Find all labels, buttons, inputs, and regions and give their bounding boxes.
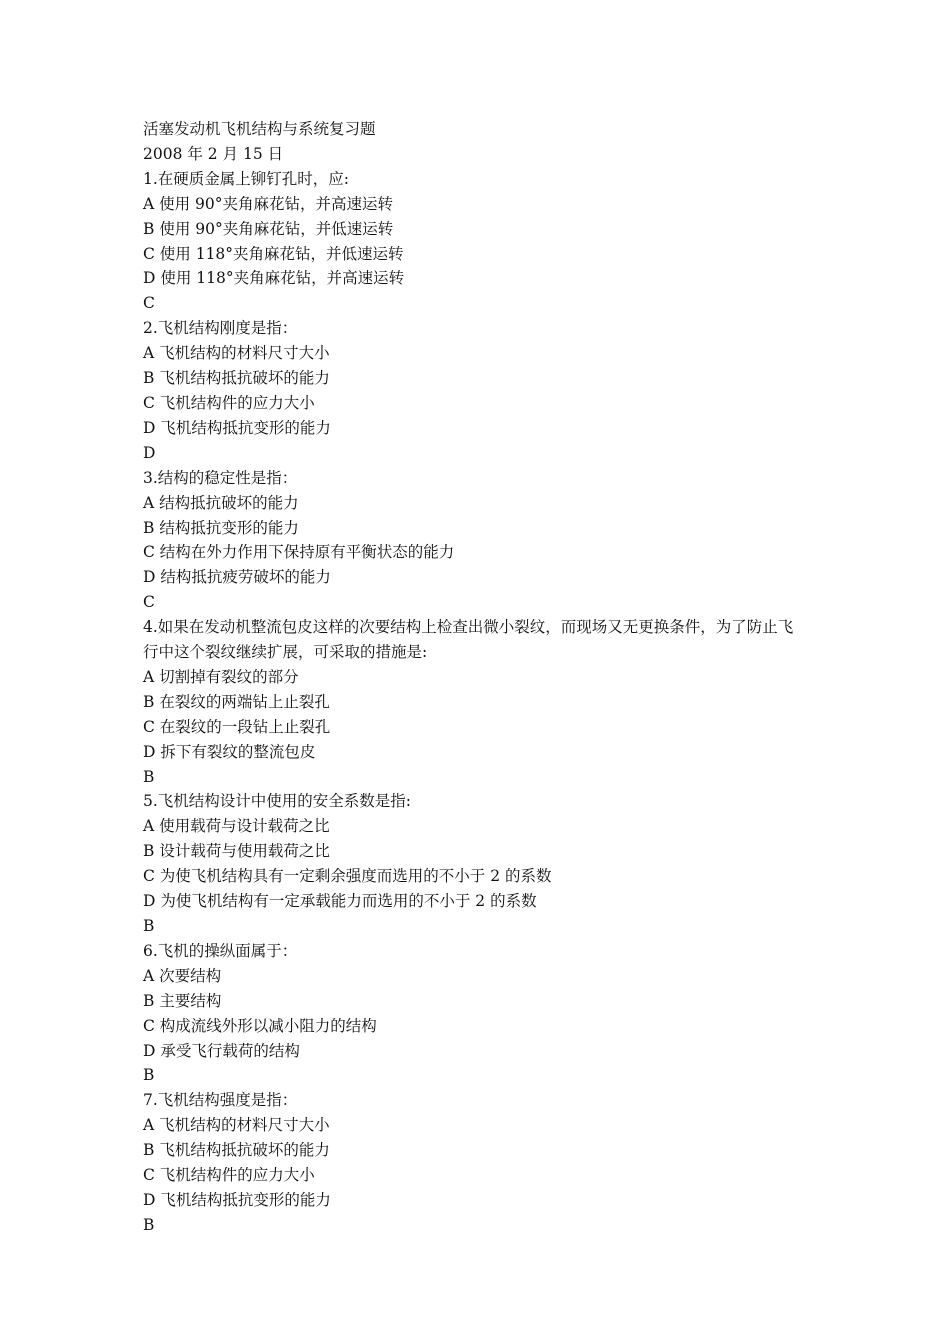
option-d: D 为使飞机结构有一定承载能力而选用的不小于 2 的系数 bbox=[143, 892, 537, 911]
option-d: D 使用 118°夹角麻花钻，并高速运转 bbox=[143, 269, 405, 288]
option-a: A 使用 90°夹角麻花钻，并高速运转 bbox=[143, 194, 394, 213]
question-text: 4.如果在发动机整流包皮这样的次要结构上检查出微小裂纹，而现场又无更换条件，为了防止飞行中这个裂纹继续扩展，可采取的措施是: bbox=[143, 618, 794, 662]
document-title: 活塞发动机飞机结构与系统复习题 bbox=[143, 120, 376, 138]
option-d: D 结构抵抗疲劳破坏的能力 bbox=[143, 568, 331, 587]
question-text: 5.飞机结构设计中使用的安全系数是指: bbox=[143, 792, 412, 811]
option-a: A 飞机结构的材料尺寸大小 bbox=[143, 1116, 330, 1135]
question-block-6 bbox=[143, 939, 808, 1088]
question-block-1 bbox=[143, 167, 808, 316]
option-c: C 为使飞机结构具有一定剩余强度而选用的不小于 2 的系数 bbox=[143, 867, 552, 886]
answer: D bbox=[143, 443, 156, 462]
option-a: A 使用载荷与设计载荷之比 bbox=[143, 817, 330, 836]
question-block-3 bbox=[143, 466, 808, 615]
option-c: C 结构在外力作用下保持原有平衡状态的能力 bbox=[143, 543, 455, 562]
option-c: C 飞机结构件的应力大小 bbox=[143, 393, 315, 412]
answer: B bbox=[143, 1066, 155, 1085]
option-b: B 结构抵抗变形的能力 bbox=[143, 518, 299, 537]
answer: B bbox=[143, 767, 155, 786]
option-b: B 在裂纹的两端钻上止裂孔 bbox=[143, 692, 330, 711]
option-b: B 飞机结构抵抗破坏的能力 bbox=[143, 1141, 330, 1160]
question-block-4 bbox=[143, 615, 808, 789]
question-text: 7.飞机结构强度是指： bbox=[143, 1091, 298, 1110]
question-text: 2.飞机结构刚度是指： bbox=[143, 319, 298, 338]
option-c: C 使用 118°夹角麻花钻，并低速运转 bbox=[143, 244, 404, 263]
option-d: D 承受飞行载荷的结构 bbox=[143, 1041, 300, 1060]
option-a: A 飞机结构的材料尺寸大小 bbox=[143, 344, 330, 363]
question-text: 1.在硬质金属上铆钉孔时，应: bbox=[143, 169, 350, 188]
answer: C bbox=[143, 294, 155, 313]
option-a: A 结构抵抗破坏的能力 bbox=[143, 493, 299, 512]
document-date: 2008 年 2 月 15 日 bbox=[143, 144, 284, 163]
question-block-5 bbox=[143, 789, 808, 938]
answer: B bbox=[143, 1215, 155, 1234]
option-d: D 飞机结构抵抗变形的能力 bbox=[143, 1190, 331, 1209]
option-a: A 切割掉有裂纹的部分 bbox=[143, 667, 299, 686]
option-b: B 设计载荷与使用载荷之比 bbox=[143, 842, 330, 861]
option-c: C 飞机结构件的应力大小 bbox=[143, 1166, 315, 1185]
option-b: B 使用 90°夹角麻花钻，并低速运转 bbox=[143, 219, 394, 238]
question-block-2 bbox=[143, 316, 808, 465]
option-a: A 次要结构 bbox=[143, 966, 222, 985]
answer: C bbox=[143, 593, 155, 612]
question-block-7 bbox=[143, 1088, 808, 1237]
option-d: D 拆下有裂纹的整流包皮 bbox=[143, 742, 316, 761]
option-c: C 构成流线外形以减小阻力的结构 bbox=[143, 1016, 377, 1035]
option-b: B 飞机结构抵抗破坏的能力 bbox=[143, 369, 330, 388]
answer: B bbox=[143, 917, 155, 935]
question-text: 6.飞机的操纵面属于： bbox=[143, 941, 298, 960]
option-b: B 主要结构 bbox=[143, 991, 222, 1010]
document-body bbox=[143, 117, 808, 1238]
question-text: 3.结构的稳定性是指： bbox=[143, 468, 298, 487]
option-c: C 在裂纹的一段钻上止裂孔 bbox=[143, 717, 331, 736]
option-d: D 飞机结构抵抗变形的能力 bbox=[143, 418, 331, 437]
